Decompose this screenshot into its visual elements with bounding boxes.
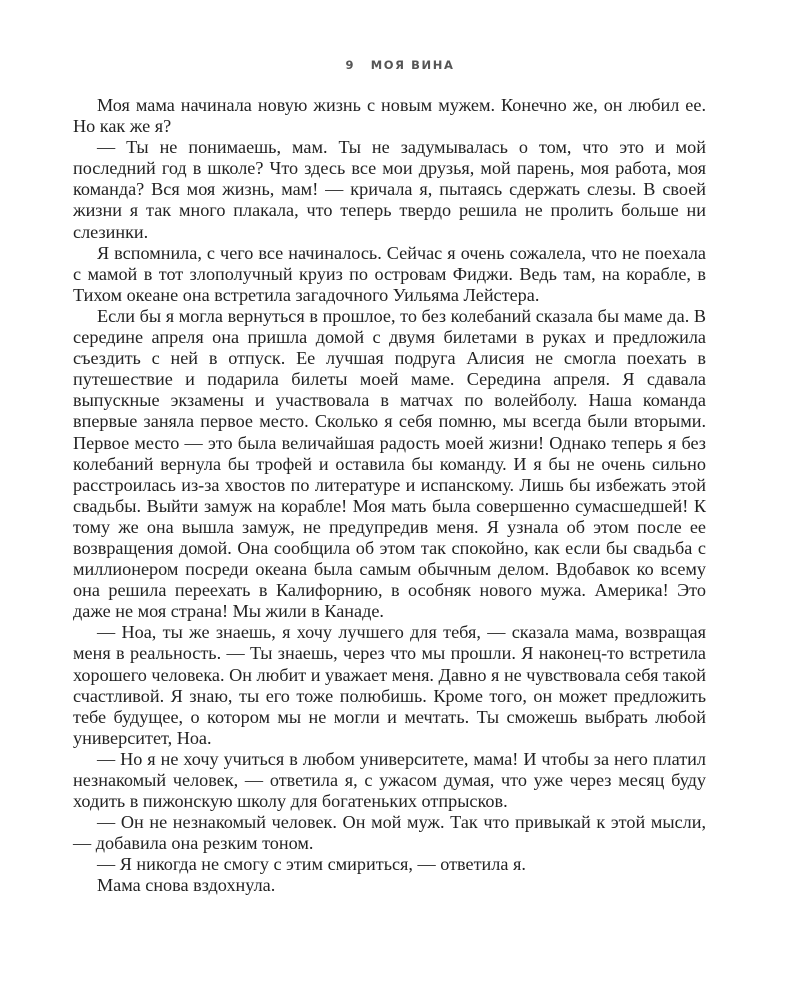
page-number: 9 — [345, 58, 356, 72]
paragraph: — Но я не хочу учиться в любом университете, мама! И чтобы за него платил незнакомый человек, — ответила я, с ужасом думая, что уже через месяц буду ходить в пижонскую школу для богатеньких отпрысков. — [73, 748, 706, 812]
paragraph: Моя мама начинала новую жизнь с новым мужем. Конечно же, он любил ее. Но как же я? — [73, 95, 706, 137]
page-body — [73, 95, 706, 897]
running-head — [0, 58, 800, 72]
paragraph: Мама снова вздохнула. — [97, 875, 276, 896]
paragraph: — Ноа, ты же знаешь, я хочу лучшего для тебя, — сказала мама, возвращая меня в реальность. — Ты знаешь, через что мы прошли. Я наконец-то встретила хорошего человека. Он любит и уважает меня. Давно я не чувствовала себя такой счастливой. Я знаю, ты его тоже полюбишь. Кроме того, он может предложить тебе будущее, о котором мы не могли и мечтать. Ты сможешь выбрать любой университет, Ноа. — [73, 622, 706, 748]
paragraph: — Ты не понимаешь, мам. Ты не задумывалась о том, что это и мой последний год в школе? Что здесь все мои друзья, мой парень, моя работа, моя команда? Вся моя жизнь, мам! — кричала я, пытаясь сдержать слезы. В своей жизни я так много плакала, что теперь твердо решила не пролить больше ни слезинки. — [73, 137, 706, 242]
paragraph: — Он не незнакомый человек. Он мой муж. Так что привыкай к этой мысли, — добавила она резким тоном. — [73, 812, 706, 854]
paragraph: Если бы я могла вернуться в прошлое, то без колебаний сказала бы маме да. В середине апреля она пришла домой с двумя билетами в руках и предложила съездить с ней в отпуск. Ее лучшая подруга Алисия не смогла поехать в путешествие и подарила билеты моей маме. Середина апреля. Я сдавала выпускные экзамены и участвовала в матчах по волейболу. Наша команда впервые заняла первое место. Сколько я себя помню, мы всегда были вторыми. Первое место — это была величайшая радость моей жизни! Однако теперь я без колебаний вернула бы трофей и оставила бы команду. И я бы не очень сильно расстроилась из-за хвостов по литературе и испанскому. Лишь бы избежать этой свадьбы. Выйти замуж на корабле! Моя мать была совершенно сумасшедшей! К тому же она вышла замуж, не предупредив меня. Я узнала об этом после ее возвращения домой. Она сообщила об этом так спокойно, как если бы свадьба с миллионером посреди океана была самым обычным делом. Вдобавок ко всему она решила переехать в Калифорнию, в особняк нового мужа. Америка! Это даже не моя страна! Мы жили в Канаде. — [73, 305, 706, 622]
paragraph: Я вспомнила, с чего все начиналось. Сейчас я очень сожалела, что не поехала с мамой в тот злополучный круиз по островам Фиджи. Ведь там, на корабле, в Тихом океане она встретила загадочного Уильяма Лейстера. — [73, 242, 706, 305]
chapter-title: МОЯ ВИНА — [370, 58, 455, 72]
paragraph: — Я никогда не смогу с этим смириться, — ответила я. — [97, 854, 526, 875]
